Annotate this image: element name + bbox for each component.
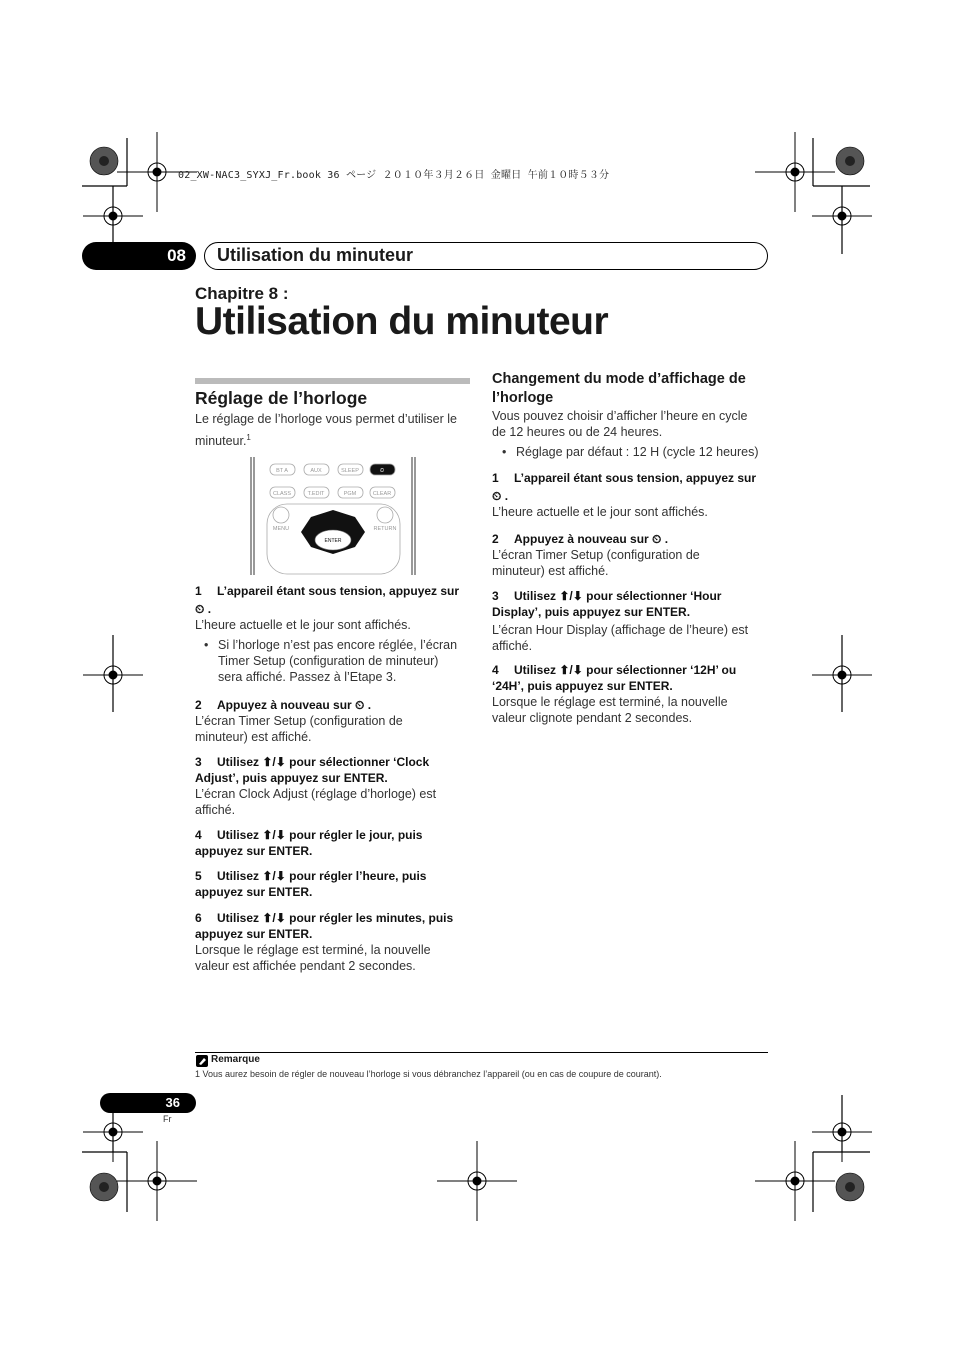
- right-intro: Vous pouvez choisir d’afficher l’heure en cycle de 12 heures ou de 24 heures.: [492, 409, 748, 439]
- remote-btn-aux: AUX: [310, 468, 322, 474]
- right-step-3-title: 3 Utilisez ⬆/⬇ pour sélectionner ‘Hour Display’, puis appuyez sur ENTER.: [492, 589, 722, 619]
- remote-btn-timer: ⏲: [379, 468, 385, 474]
- right-step-1-title-line2: ⏲ .: [492, 489, 509, 503]
- chapter-title: Utilisation du minuteur: [195, 300, 609, 343]
- left-step-1-title-line1: 1 L’appareil étant sous tension, appuyez sur: [195, 584, 460, 598]
- right-step-4-title: 4 Utilisez ⬆/⬇ pour sélectionner ‘12H’ ou ‘24H’, puis appuyez sur ENTER.: [492, 663, 737, 693]
- remote-btn-class: CLASS: [272, 491, 292, 497]
- left-step-5-title: 5 Utilisez ⬆/⬇ pour régler l’heure, puis appuyez sur ENTER.: [195, 869, 427, 899]
- intro-line-1: Le réglage de l’horloge vous permet d’utiliser le: [195, 412, 457, 426]
- left-step-1-bullet: • Si l’horloge n’est pas encore réglée, l’écran Timer Setup (configuration de minuteur) sera affiché. Passez à l’Etape 3.: [204, 638, 458, 684]
- page-number: 36: [100, 1093, 196, 1113]
- remote-btn-return: RETURN: [373, 526, 397, 532]
- intro-line-2: minuteur.$^1$: [195, 433, 251, 449]
- left-step-1-title-line2: ⏲ .: [195, 602, 212, 616]
- remote-btn-sleep: SLEEP: [341, 468, 359, 474]
- note-rule: [195, 1052, 768, 1053]
- chapter-label: Chapitre 8 :: [195, 284, 289, 303]
- remote-btn-clear: CLEAR: [372, 491, 392, 497]
- right-step-2-body: L’écran Timer Setup (configuration de minuteur) est affiché.: [492, 548, 700, 578]
- left-step-3-body: L’écran Clock Adjust (réglage d’horloge) est affiché.: [195, 787, 437, 817]
- right-step-4-body: Lorsque le réglage est terminé, la nouvelle valeur clignote pendant 2 secondes.: [492, 695, 728, 725]
- remote-btn-enter: ENTER: [324, 538, 342, 544]
- left-step-2-body: L’écran Timer Setup (configuration de minuteur) est affiché.: [195, 714, 403, 744]
- left-step-6-body: Lorsque le réglage est terminé, la nouvelle valeur est affichée pendant 2 secondes.: [195, 943, 431, 973]
- page-language: Fr: [163, 1114, 172, 1124]
- note-title: Remarque: [211, 1054, 260, 1065]
- left-step-4-title: 4 Utilisez ⬆/⬇ pour régler le jour, puis appuyez sur ENTER.: [195, 828, 423, 858]
- right-step-1-body: L’heure actuelle et le jour sont affichés.: [492, 505, 708, 519]
- remote-btn-bta: BT A: [276, 468, 288, 474]
- remote-btn-pgm: PGM: [343, 491, 357, 497]
- left-step-1-body: L’heure actuelle et le jour sont affichés.: [195, 618, 411, 632]
- note-text: 1 Vous aurez besoin de régler de nouveau l’horloge si vous débranchez l’appareil (ou en cas de coupure de courant).: [195, 1069, 662, 1079]
- right-step-1-title-line1: 1 L’appareil étant sous tension, appuyez sur: [492, 471, 757, 485]
- section-heading-display-mode: Changement du mode d’affichage de l’horloge: [492, 371, 746, 406]
- section-bar: [195, 378, 470, 384]
- note-icon: [196, 1055, 208, 1067]
- right-step-2-title: 2 Appuyez à nouveau sur ⏲ .: [492, 532, 669, 546]
- right-step-3-body: L’écran Hour Display (affichage de l’heure) est affiché.: [492, 623, 749, 653]
- chapter-running-title: Utilisation du minuteur: [204, 242, 768, 270]
- footnote-ref: 1: [246, 433, 251, 442]
- left-step-2-title: 2 Appuyez à nouveau sur ⏲ .: [195, 698, 372, 712]
- remote-btn-tedit: T.EDIT: [307, 491, 325, 497]
- left-step-6-title: 6 Utilisez ⬆/⬇ pour régler les minutes, puis appuyez sur ENTER.: [195, 911, 454, 941]
- print-header: 02_XW-NAC3_SYXJ_Fr.book 36 ページ ２０１０年３月２６日 金曜日 午前１０時５３分: [178, 170, 610, 181]
- left-step-3-title: 3 Utilisez ⬆/⬇ pour sélectionner ‘Clock Adjust’, puis appuyez sur ENTER.: [195, 755, 430, 785]
- chapter-number-tab: 08: [82, 242, 196, 270]
- section-heading-clock: Réglage de l’horloge: [195, 388, 368, 408]
- remote-btn-menu: MENU: [272, 526, 290, 532]
- right-default-bullet: • Réglage par défaut : 12 H (cycle 12 heures): [502, 445, 759, 459]
- remote-control-illustration: [250, 457, 416, 575]
